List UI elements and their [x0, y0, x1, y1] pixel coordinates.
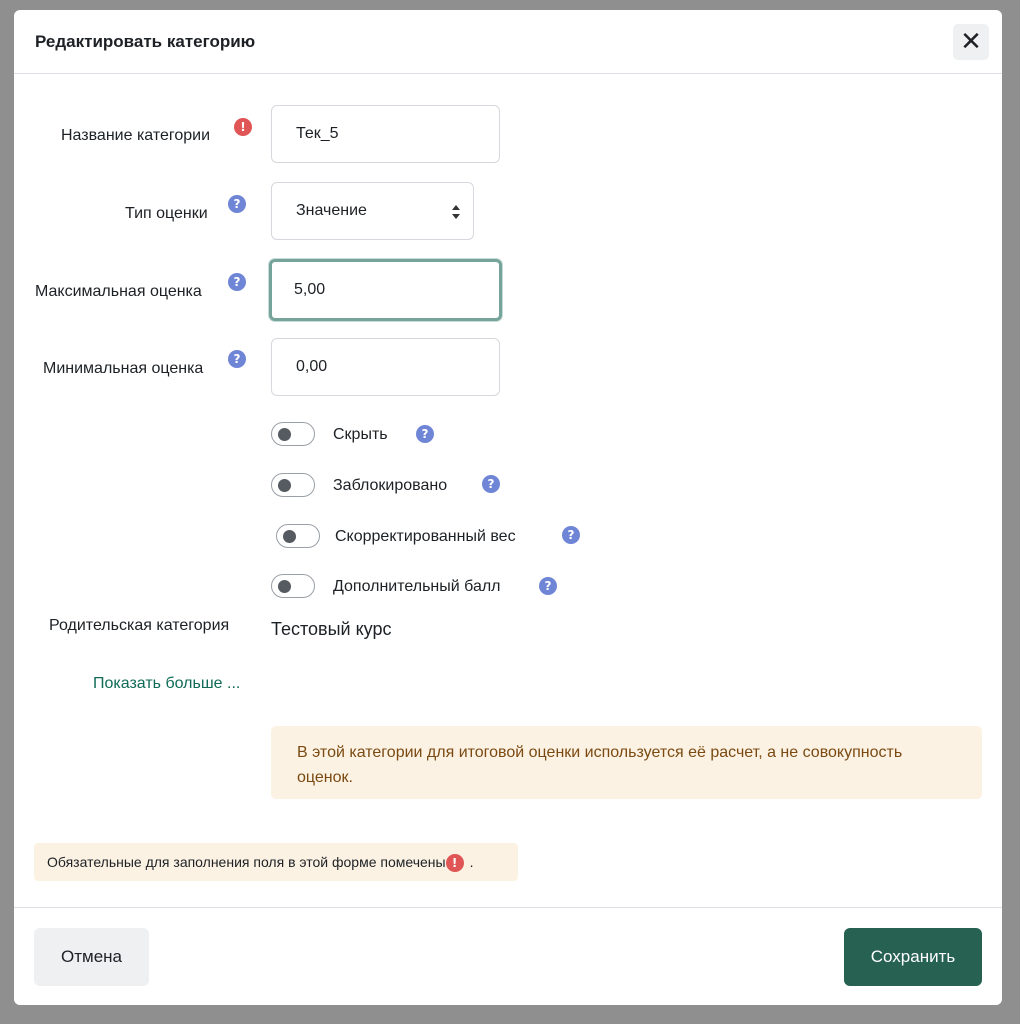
parent-category-value: Тестовый курс — [271, 619, 392, 639]
toggle-knob — [278, 580, 291, 593]
toggle-knob — [278, 428, 291, 441]
required-fields-note — [34, 843, 518, 881]
dialog-footer — [14, 907, 1002, 1005]
extra-credit-toggle-label: Дополнительный балл — [333, 578, 501, 595]
required-note-text: Обязательные для заполнения поля в этой форме помечены — [47, 854, 446, 870]
grade-type-label: Тип оценки — [125, 205, 208, 222]
min-grade-input[interactable] — [271, 338, 500, 396]
adjusted-weight-toggle[interactable] — [276, 524, 320, 548]
grade-type-value: Значение — [296, 202, 367, 219]
category-name-label: Название категории — [61, 127, 211, 144]
help-icon[interactable]: ? — [562, 526, 580, 544]
info-alert: В этой категории для итоговой оценки используется её расчет, а не совокупность оценок. — [271, 726, 982, 799]
help-icon[interactable]: ? — [228, 273, 246, 291]
max-grade-label: Максимальная оценка — [35, 283, 202, 300]
toggle-knob — [283, 530, 296, 543]
parent-category-label: Родительская категория — [49, 617, 230, 634]
help-icon[interactable]: ? — [416, 425, 434, 443]
required-note-suffix: . — [469, 854, 474, 870]
dialog-header — [14, 10, 1002, 74]
cancel-button[interactable]: Отмена — [34, 928, 149, 986]
grade-type-select[interactable] — [271, 182, 474, 240]
show-more-link[interactable]: Показать больше ... — [93, 675, 241, 692]
extra-credit-toggle[interactable] — [271, 574, 315, 598]
help-icon[interactable]: ? — [539, 577, 557, 595]
help-icon[interactable]: ? — [228, 350, 246, 368]
save-button[interactable]: Сохранить — [844, 928, 982, 986]
help-icon[interactable]: ? — [482, 475, 500, 493]
adjusted-weight-toggle-label: Скорректированный вес — [335, 528, 516, 545]
required-icon: ! — [234, 118, 252, 136]
close-icon[interactable]: ✕ — [953, 24, 989, 60]
locked-toggle-label: Заблокировано — [333, 477, 448, 494]
help-icon[interactable]: ? — [228, 195, 246, 213]
max-grade-input[interactable] — [269, 259, 502, 321]
hide-toggle-label: Скрыть — [333, 426, 388, 443]
hide-toggle[interactable] — [271, 422, 315, 446]
category-name-input[interactable] — [271, 105, 500, 163]
dialog-title: Редактировать категорию — [35, 32, 256, 51]
locked-toggle[interactable] — [271, 473, 315, 497]
toggle-knob — [278, 479, 291, 492]
edit-category-dialog — [14, 10, 1002, 1005]
required-icon: ! — [446, 854, 464, 872]
sort-arrows-icon — [451, 204, 461, 220]
min-grade-label: Минимальная оценка — [43, 360, 204, 377]
